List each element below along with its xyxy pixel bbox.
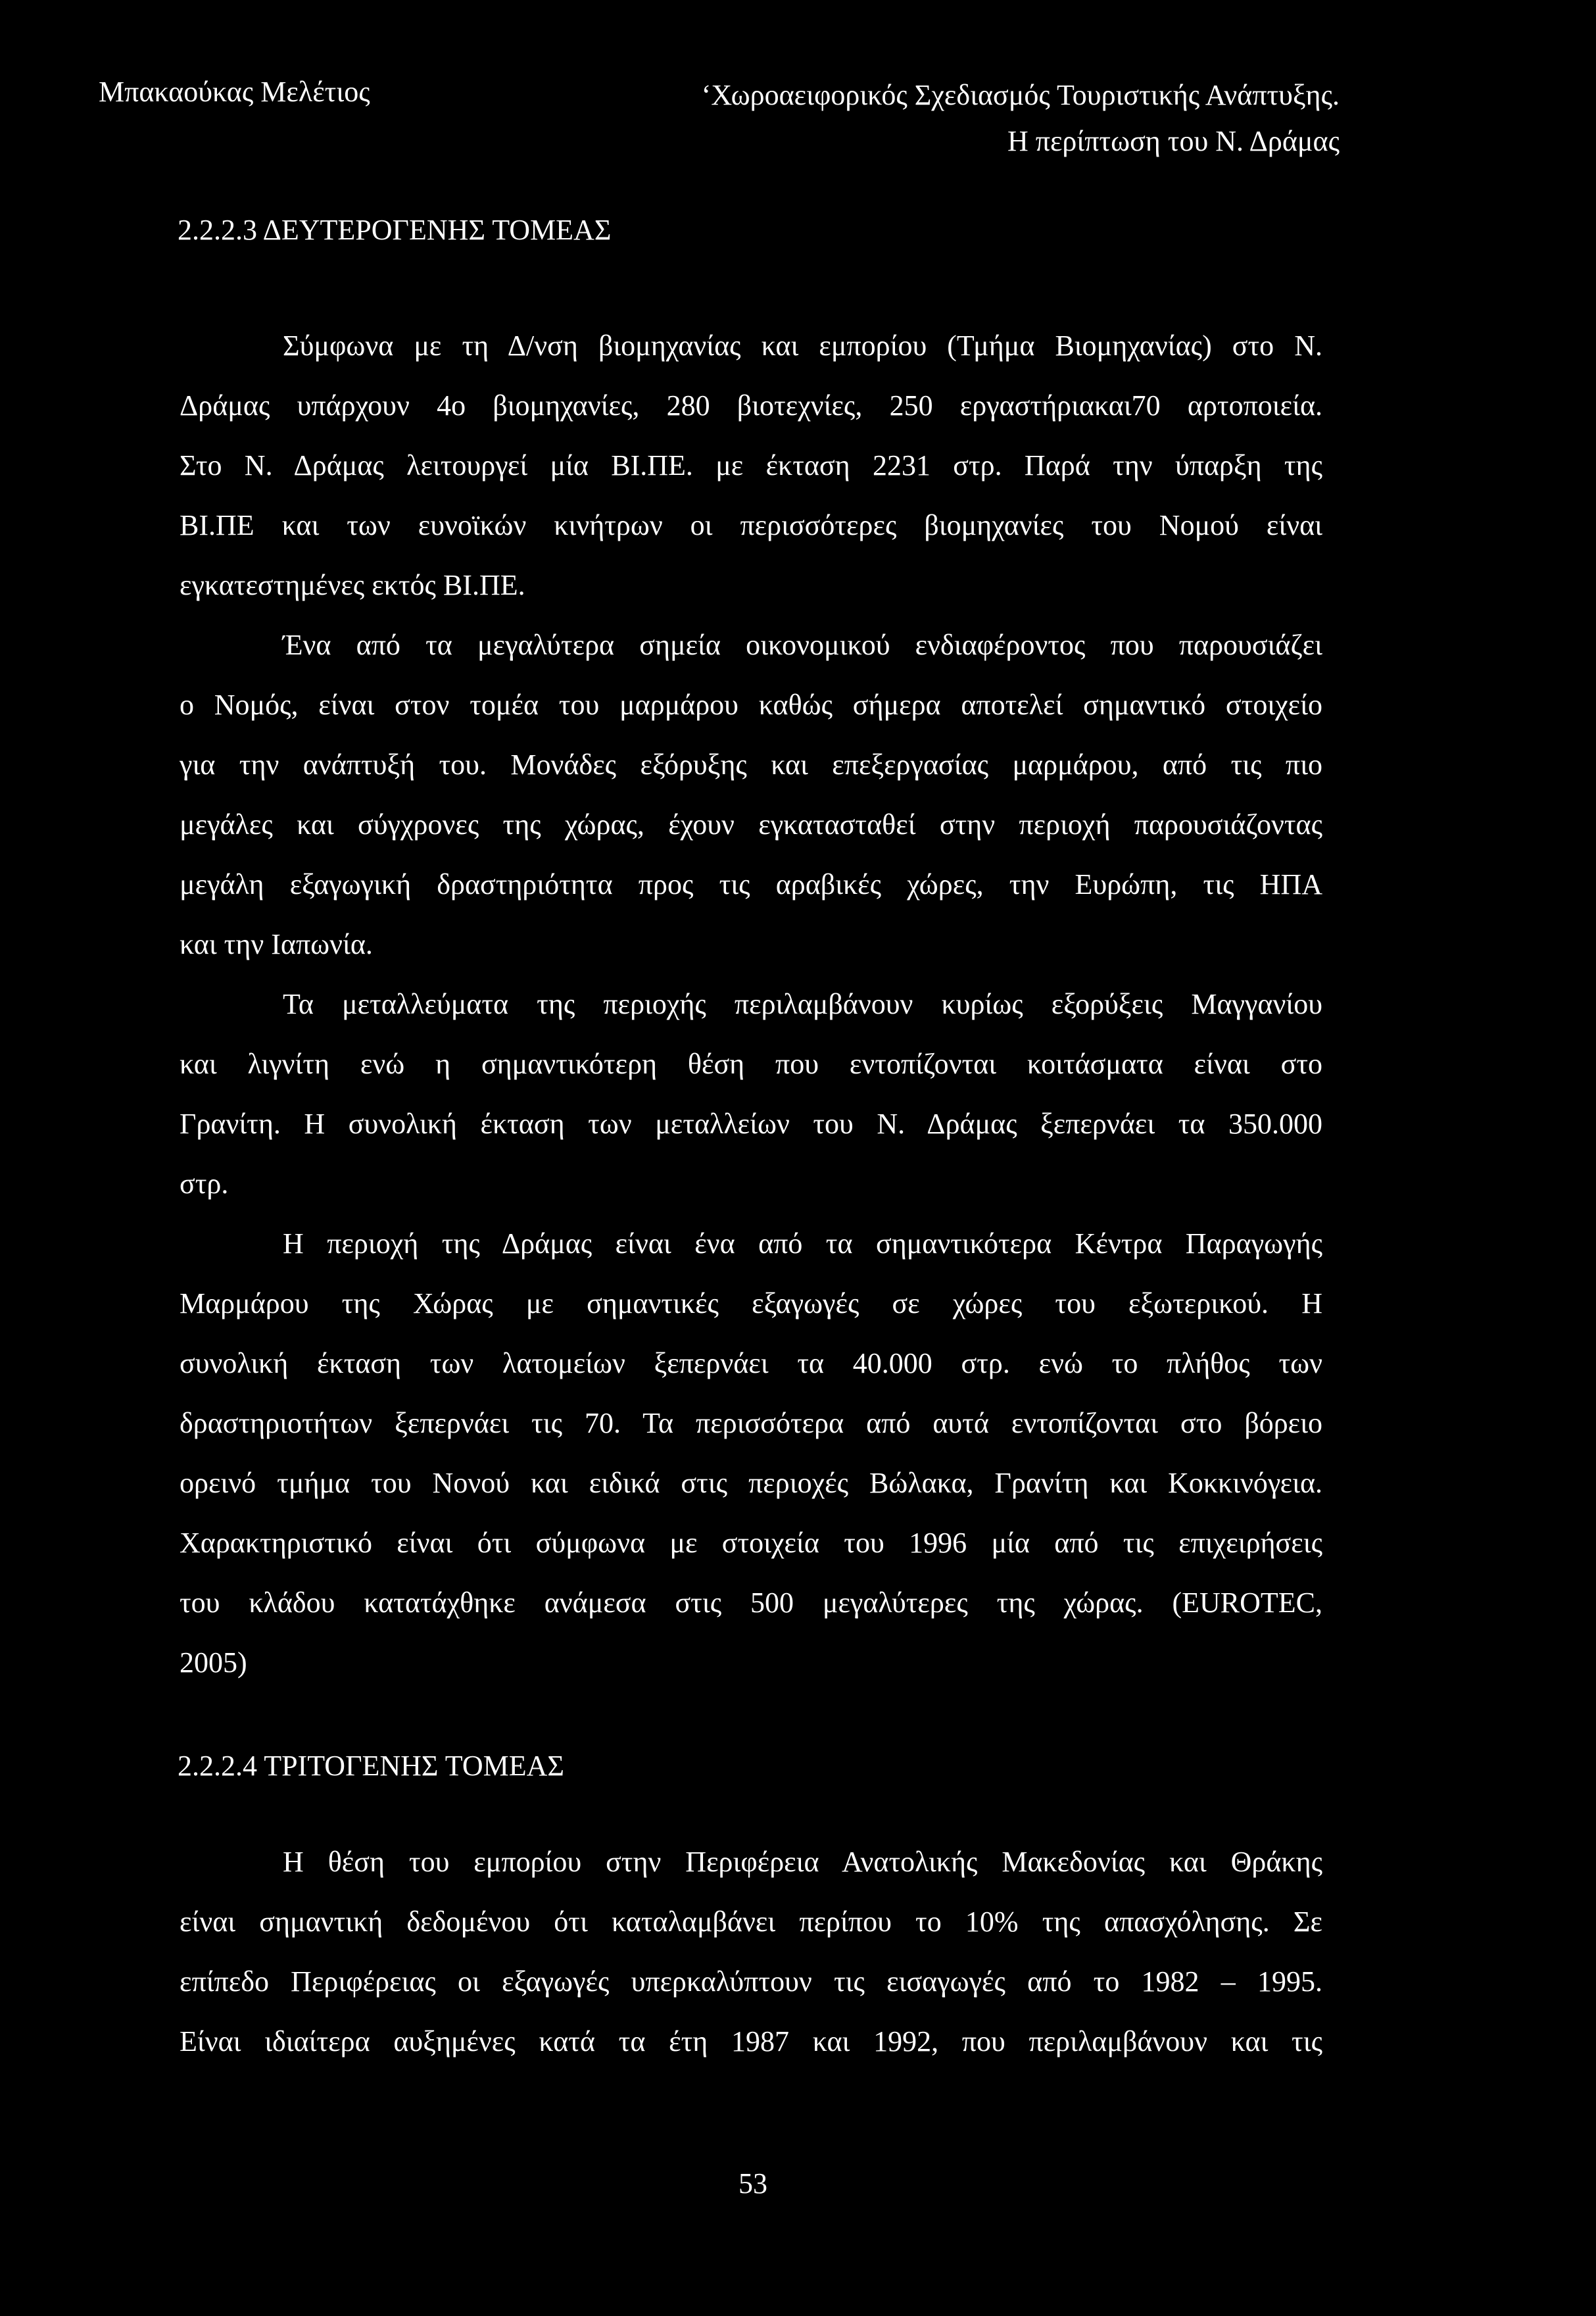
text-line: Δράμας υπάρχουν 4ο βιομηχανίες, 280 βιοτεχνίες, 250 εργαστήριακαι70 αρτοποιεία. (180, 389, 1322, 422)
text-line: εγκατεστημένες εκτός ΒΙ.ΠΕ. (180, 569, 525, 601)
text-line: μεγάλες και σύγχρονες της χώρας, έχουν εγκατασταθεί στην περιοχή παρουσιάζοντας (180, 808, 1322, 841)
text-line: Σύμφωνα με τη Δ/νση βιομηχανίας και εμπορίου (Τμήμα Βιομηχανίας) στο Ν. (283, 330, 1322, 362)
text-line: στρ. (180, 1168, 229, 1200)
header-title (702, 72, 1340, 164)
text-line: μεγάλη εξαγωγική δραστηριότητα προς τις αραβικές χώρες, την Ευρώπη, τις ΗΠΑ (180, 868, 1322, 900)
text-line: είναι σημαντική δεδομένου ότι καταλαμβάνει περίπου το 10% της απασχόλησης. Σε (180, 1906, 1322, 1938)
text-line: ορεινό τμήμα του Νονού και ειδικά στις περιοχές Βώλακα, Γρανίτη και Κοκκινόγεια. (180, 1467, 1322, 1499)
header-title-line-2: Η περίπτωση του Ν. Δράμας (1007, 125, 1340, 157)
text-line: Στο Ν. Δράμας λειτουργεί μία ΒΙ.ΠΕ. με έκταση 2231 στρ. Παρά την ύπαρξη της (180, 449, 1322, 481)
text-line: Τα μεταλλεύματα της περιοχής περιλαμβάνουν κυρίως εξορύξεις Μαγγανίου (283, 988, 1322, 1020)
header-author: Μπακαούκας Μελέτιος (99, 76, 370, 108)
text-line: και την Ιαπωνία. (180, 928, 373, 960)
text-line: και λιγνίτη ενώ η σημαντικότερη θέση που εντοπίζονται κοιτάσματα είναι στο (180, 1048, 1322, 1080)
section-heading-secondary-sector: 2.2.2.3 ΔΕΥΤΕΡΟΓΕΝΗΣ ΤΟΜΕΑΣ (178, 214, 612, 246)
text-line: συνολική έκταση των λατομείων ξεπερνάει τα 40.000 στρ. ενώ το πλήθος των (180, 1347, 1322, 1379)
text-line: του κλάδου κατατάχθηκε ανάμεσα στις 500 μεγαλύτερες της χώρας. (EUROTEC, (180, 1587, 1322, 1619)
text-line: 2005) (180, 1646, 247, 1679)
text-line: Μαρμάρου της Χώρας με σημαντικές εξαγωγές σε χώρες του εξωτερικού. Η (180, 1287, 1322, 1319)
header-title-line-1: ‘Χωροαειφορικός Σχεδιασμός Τουριστικής Ανάπτυξης. (701, 79, 1340, 111)
page-number: 53 (738, 2167, 767, 2200)
text-line: Είναι ιδιαίτερα αυξημένες κατά τα έτη 1987 και 1992, που περιλαμβάνουν και τις (180, 2025, 1322, 2057)
text-line: Η περιοχή της Δράμας είναι ένα από τα σημαντικότερα Κέντρα Παραγωγής (283, 1227, 1322, 1260)
text-line: Η θέση του εμπορίου στην Περιφέρεια Ανατολικής Μακεδονίας και Θράκης (283, 1846, 1322, 1878)
text-line: ο Νομός, είναι στον τομέα του μαρμάρου καθώς σήμερα αποτελεί σημαντικό στοιχείο (180, 689, 1322, 721)
tertiary-sector-text (180, 1832, 1322, 2071)
text-line: ΒΙ.ΠΕ και των ευνοϊκών κινήτρων οι περισσότερες βιομηχανίες του Νομού είναι (180, 509, 1322, 541)
text-line: Γρανίτη. Η συνολική έκταση των μεταλλείων του Ν. Δράμας ξεπερνάει τα 350.000 (180, 1108, 1322, 1140)
secondary-sector-text (180, 316, 1322, 1692)
section-heading-tertiary-sector: 2.2.2.4 ΤΡΙΤΟΓΕΝΗΣ ΤΟΜΕΑΣ (178, 1750, 564, 1782)
text-line: για την ανάπτυξή του. Μονάδες εξόρυξης και επεξεργασίας μαρμάρου, από τις πιο (180, 749, 1322, 781)
text-line: επίπεδο Περιφέρειας οι εξαγωγές υπερκαλύπτουν τις εισαγωγές από το 1982 – 1995. (180, 1965, 1322, 1998)
text-line: δραστηριοτήτων ξεπερνάει τις 70. Τα περισσότερα από αυτά εντοπίζονται στο βόρειο (180, 1407, 1322, 1439)
text-line: Ένα από τα μεγαλύτερα σημεία οικονομικού ενδιαφέροντος που παρουσιάζει (283, 629, 1322, 661)
text-line: Χαρακτηριστικό είναι ότι σύμφωνα με στοιχεία του 1996 μία από τις επιχειρήσεις (180, 1527, 1322, 1559)
